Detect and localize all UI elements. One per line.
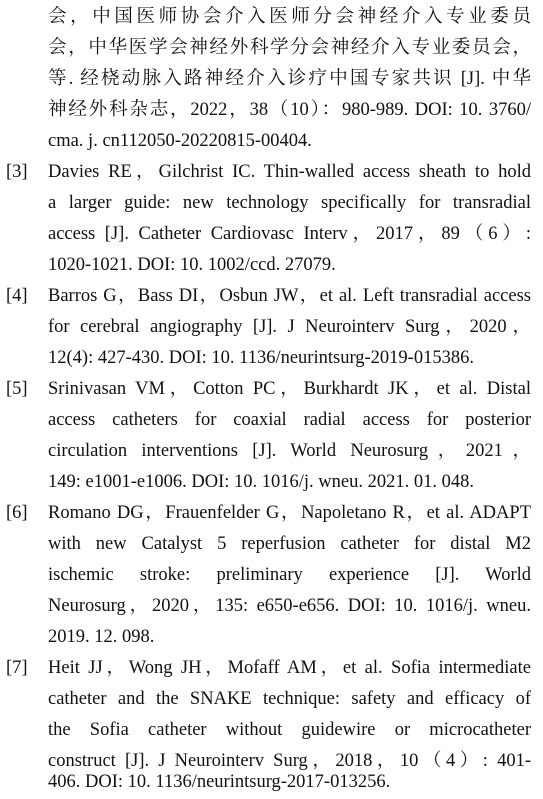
reference-6-line-2: with new Catalyst 5 reperfusion catheter for distal M2 [48, 534, 531, 554]
reference-2-line-5: cma. j. cn112050-20220815-00404. [48, 131, 312, 151]
reference-6-number: [6] [6, 503, 28, 523]
reference-6-line-5: 2019. 12. 098. [48, 627, 155, 647]
reference-5-line-2: access catheters for coaxial radial access for posterior [48, 410, 531, 430]
reference-5-line-3: circulation interventions [J]. World Neurosurg，2021， [48, 441, 531, 461]
reference-3-line-4: 1020-1021. DOI: 10. 1002/ccd. 27079. [48, 255, 336, 275]
reference-4-number: [4] [6, 286, 28, 306]
reference-7-line-3: the Sofia catheter without guidewire or microcatheter [48, 720, 531, 740]
reference-6-line-1: Romano DG，Frauenfelder G，Napoletano R，et al. ADAPT [48, 503, 531, 523]
reference-3-line-1: Davies RE，Gilchrist IC. Thin-walled access sheath to hold [48, 162, 531, 182]
reference-2-line-2: 会，中华医学会神经外科学分会神经介入专业委员会， [48, 38, 531, 58]
reference-5-number: [5] [6, 379, 28, 399]
reference-5-line-4: 149: e1001-e1006. DOI: 10. 1016/j. wneu. 2021. 01. 048. [48, 472, 474, 492]
reference-7-line-5: 406. DOI: 10. 1136/neurintsurg-2017-013256. [48, 772, 391, 792]
reference-7-line-2: catheter and the SNAKE technique: safety and efficacy of [48, 689, 531, 709]
reference-4-line-3: 12(4): 427-430. DOI: 10. 1136/neurintsurg-2019-015386. [48, 348, 474, 368]
reference-4-line-1: Barros G，Bass DI，Osbun JW，et al. Left transradial access [48, 286, 531, 306]
reference-7-line-1: Heit JJ，Wong JH，Mofaff AM，et al. Sofia intermediate [48, 658, 531, 678]
reference-7-line-4: construct [J]. J Neurointerv Surg，2018，10（4）: 401- [48, 751, 531, 771]
reference-6-line-4: Neurosurg，2020，135: e650-e656. DOI: 10. 1016/j. wneu. [48, 596, 531, 616]
reference-6-line-3: ischemic stroke: preliminary experience [J]. World [48, 565, 531, 585]
reference-2-line-3: 等. 经桡动脉入路神经介入诊疗中国专家共识 [J]. 中华 [48, 69, 531, 89]
reference-2-line-4: 神经外科杂志，2022，38（10）：980-989. DOI: 10. 3760/ [48, 100, 531, 120]
reference-4-line-2: for cerebral angiography [J]. J Neurointerv Surg，2020， [48, 317, 531, 337]
reference-3-number: [3] [6, 162, 28, 182]
reference-5-line-1: Srinivasan VM，Cotton PC，Burkhardt JK，et al. Distal [48, 379, 531, 399]
reference-3-line-2: a larger guide: new technology specifically for transradial [48, 193, 531, 213]
reference-3-line-3: access [J]. Catheter Cardiovasc Interv，2017，89（6）: [48, 224, 531, 244]
reference-2-line-1: 会，中国医师协会介入医师分会神经介入专业委员 [48, 7, 531, 27]
reference-7-number: [7] [6, 658, 28, 678]
